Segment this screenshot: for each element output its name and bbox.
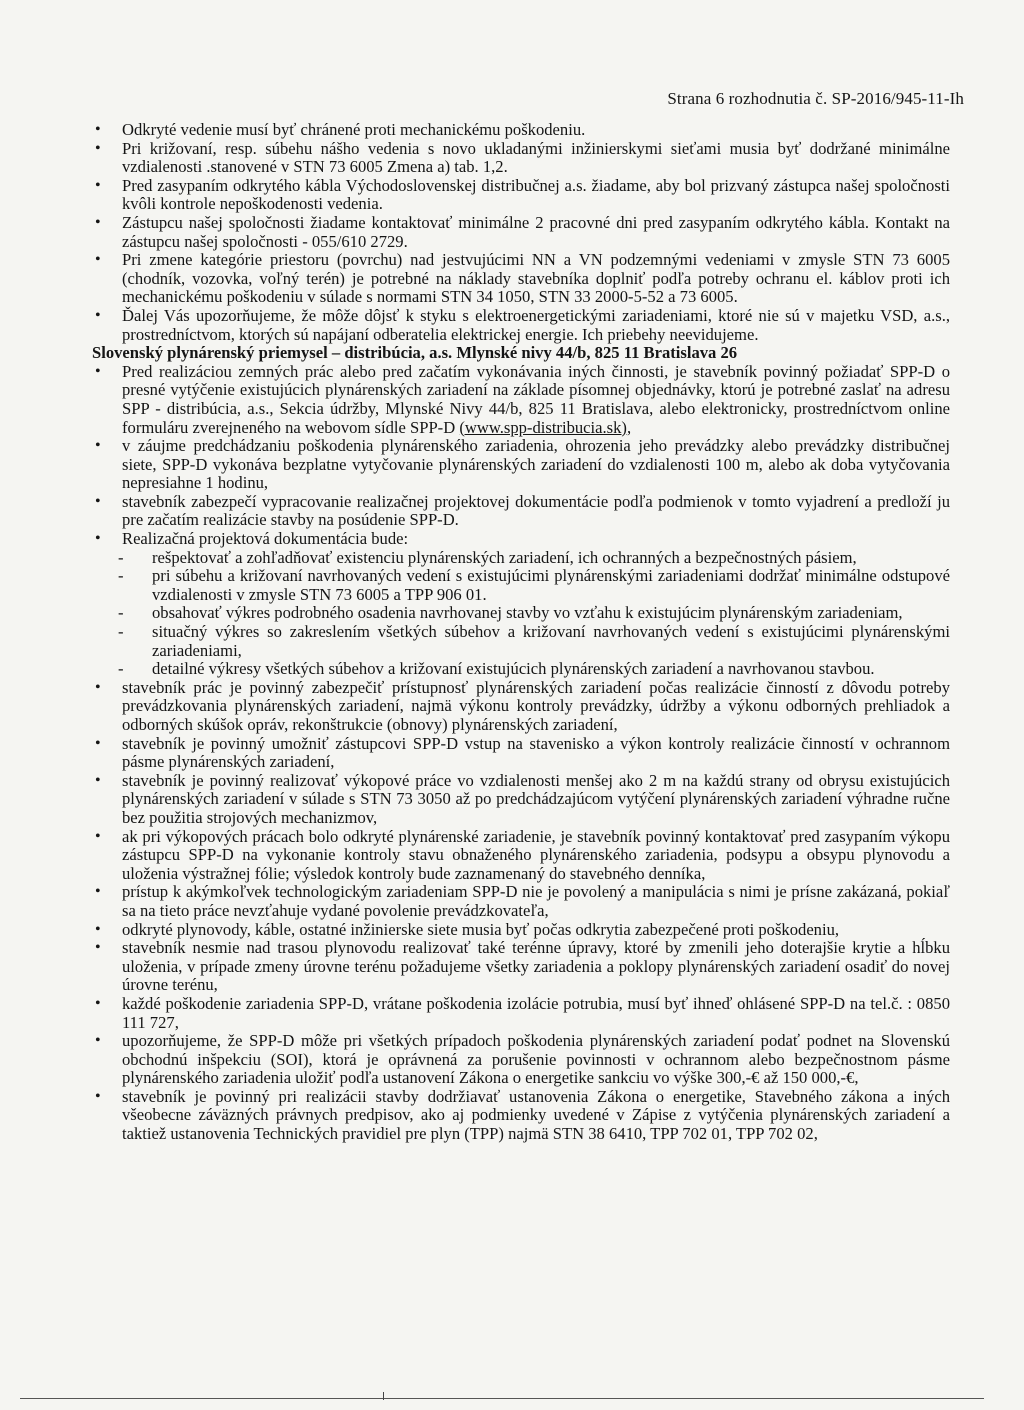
footer-tick <box>383 1392 384 1400</box>
list-item: • Pri zmene kategórie priestoru (povrchu) nad jestvujúcimi NN a VN podzemnými vedeniami v zmysle STN 73 6005 (chodník, vozovka, voľný terén) je potrebné na náklady stavebníka doplniť podľa potreby ochranu el. káblov proti ich mechanickému poškodeniu v súlade s normami STN 34 1050, STN 33 2000-5-52 a 73 6005. <box>92 251 950 307</box>
page-header: Strana 6 rozhodnutia č. SP-2016/945-11-Ih <box>667 89 964 108</box>
dash-item: - situačný výkres so zakreslením všetkých súbehov a križovaní navrhovaných vedení s existujúcimi plynárenskými zariadeniami, <box>92 623 950 660</box>
list-item: • prístup k akýmkoľvek technologickým zariadeniam SPP-D nie je povolený a manipulácia s nimi je prísne zakázaná, pokiaľ sa na tieto práce nevzťahuje vydané povolenie prevádzkovateľa, <box>92 883 950 920</box>
dash-item: - rešpektovať a zohľadňovať existenciu plynárenských zariadení, ich ochranných a bezpečnostných pásiem, <box>92 549 950 568</box>
spp-first-tail: , <box>626 417 632 437</box>
list-item: • stavebník je povinný pri realizácii stavby dodržiavať ustanovenia Zákona o energetike, Stavebného zákona a iných všeobecne záväzných právnych predpisov, ako aj podmienky uvedené v Zápise z vytýčenia plynárenských zariadení a taktiež ustanovenia Technických pravidiel pre plyn (TPP) najmä STN 38 6410, TPP 702 01, TPP 702 02, <box>92 1088 950 1144</box>
list-item: • upozorňujeme, že SPP-D môže pri všetkých prípadoch poškodenia plynárenských zariadení podať podnet na Slovenskú obchodnú inšpekciu (SOI), ktorá je oprávnená za porušenie povinnosti v ochrannom alebo bezpečnostnom pásme plynárenského zariadenia uložiť podľa ustanovení Zákona o energetike sankciu vo výške 300,-€ až 150 000,-€, <box>92 1032 950 1088</box>
list-item: • Zástupcu našej spoločnosti žiadame kontaktovať minimálne 2 pracovné dni pred zasypaním odkrytého kábla. Kontakt na zástupcu našej spoločnosti - 055/610 2729. <box>92 214 950 251</box>
list-item: • každé poškodenie zariadenia SPP-D, vrátane poškodenia izolácie potrubia, musí byť ihneď ohlásené SPP-D na tel.č. : 0850 111 727, <box>92 995 950 1032</box>
list-item: • stavebník zabezpečí vypracovanie realizačnej projektovej dokumentácie podľa podmienok v tomto vyjadrení a predloží ju pre začatím realizácie stavby na posúdenie SPP-D. <box>92 493 950 530</box>
list-item: • Odkryté vedenie musí byť chránené proti mechanickému poškodeniu. <box>92 121 950 140</box>
dash-item: - pri súbehu a križovaní navrhovaných vedení s existujúcimi plynárenskými zariadeniami dodržať minimálne odstupové vzdialenosti v zmysle STN 73 6005 a TPP 906 01. <box>92 567 950 604</box>
list-item: • Ďalej Vás upozorňujeme, že môže dôjsť k styku s elektroenergetickými zariadeniami, ktoré nie sú v majetku VSD, a.s., prostredníctvom, ktorých sú napájaní odberatelia elektrickej energie. Ich priebehy neevidujeme. <box>92 307 950 344</box>
list-item: • stavebník je povinný umožniť zástupcovi SPP-D vstup na stavenisko a výkon kontroly realizácie činností v ochrannom pásme plynárenských zariadení, <box>92 735 950 772</box>
spp-website-link[interactable]: (www.spp-distribucia.sk) <box>459 417 627 437</box>
vsd-conditions-list <box>92 121 950 344</box>
list-item: • stavebník prác je povinný zabezpečiť prístupnosť plynárenských zariadení počas realizácie činností z dôvodu potreby prevádzkovania plynárenských zariadení, najmä výkonu kontroly prevádzky, údržby a výkonu odborných prehliadok a odborných skúšok opráv, rekonštrukcie (obnovy) plynárenských zariadení, <box>92 679 950 735</box>
list-item <box>92 363 950 437</box>
list-item: • odkryté plynovody, káble, ostatné inžinierske siete musia byť počas odkrytia zabezpečené proti poškodeniu, <box>92 921 950 940</box>
list-item: • stavebník je povinný realizovať výkopové práce vo vzdialenosti menšej ako 2 m na každú strany od obrysu existujúcich plynárenských zariadení v súlade s STN 73 3050 až po predchádzajúcom vytýčení plynárenských zariadení výhradne ručne bez použitia strojových mechanizmov, <box>92 772 950 828</box>
dash-item: - obsahovať výkres podrobného osadenia navrhovanej stavby vo vzťahu k existujúcim plynárenským zariadeniam, <box>92 604 950 623</box>
list-item: • ak pri výkopových prácach bolo odkryté plynárenské zariadenie, je stavebník povinný kontaktovať pred zasypaním výkopu zástupcu SPP-D na vykonanie kontroly stavu obnaženého plynárenského zariadenia, podsypu a obsypu plynovodu a uloženia výstražnej fólie; výsledok kontroly bude zaznamenaný do stavebného denníka, <box>92 828 950 884</box>
pd-intro: Realizačná projektová dokumentácia bude: <box>122 529 409 549</box>
document-body <box>92 121 950 1144</box>
list-item: • Pri križovaní, resp. súbehu nášho vedenia s novo ukladanými inžinierskymi sieťami musia byť dodržané minimálne vzdialenosti .stanovené v STN 73 6005 Zmena a) tab. 1,2. <box>92 140 950 177</box>
dash-item: - detailné výkresy všetkých súbehov a križovaní existujúcich plynárenských zariadení a navrhovanou stavbou. <box>92 660 950 679</box>
section-title-spp: Slovenský plynárenský priemysel – distribúcia, a.s. Mlynské nivy 44/b, 825 11 Bratislava 26 <box>92 343 738 363</box>
spp-first-text: Pred realizáciou zemných prác alebo pred začatím vykonávania iných činnosti, je stavebník povinný požiadať SPP-D o presné vytýčenie existujúcich plynárenských zariadení na základe písomnej objednávky, ktorú je potrebné zaslať na adresu SPP - distribúcia, a.s., Sekcia údržby, Mlynské Nivy 44/b, 825 11 Bratislava, alebo elektronicky, prostredníctvom online formuláru zverejneného na webovom sídle SPP-D <box>122 361 950 437</box>
list-item: • Pred zasypaním odkrytého kábla Východoslovenskej distribučnej a.s. žiadame, aby bol prizvaný zástupca našej spoločnosti kvôli kontrole nepoškodenosti vedenia. <box>92 177 950 214</box>
list-item: • stavebník nesmie nad trasou plynovodu realizovať také terénne úpravy, ktoré by zmenili jeho doterajšie krytie a hĺbku uloženia, v prípade zmeny úrovne terénu požadujeme všetky zariadenia a poklopy plynárenských zariadení osadiť do novej úrovne terénu, <box>92 939 950 995</box>
list-item <box>92 530 950 679</box>
spp-conditions-list <box>92 363 950 1144</box>
footer-rule <box>20 1398 984 1399</box>
list-item: • v záujme predchádzaniu poškodenia plynárenského zariadenia, ohrozenia jeho prevádzky alebo prevádzky distribučnej siete, SPP-D vykonáva bezplatne vytyčovanie plynárenských zariadení do vzdialenosti 100 m, alebo ak doba vytyčovania nepresiahne 1 hodinu, <box>92 437 950 493</box>
pd-requirements-list <box>92 549 950 679</box>
